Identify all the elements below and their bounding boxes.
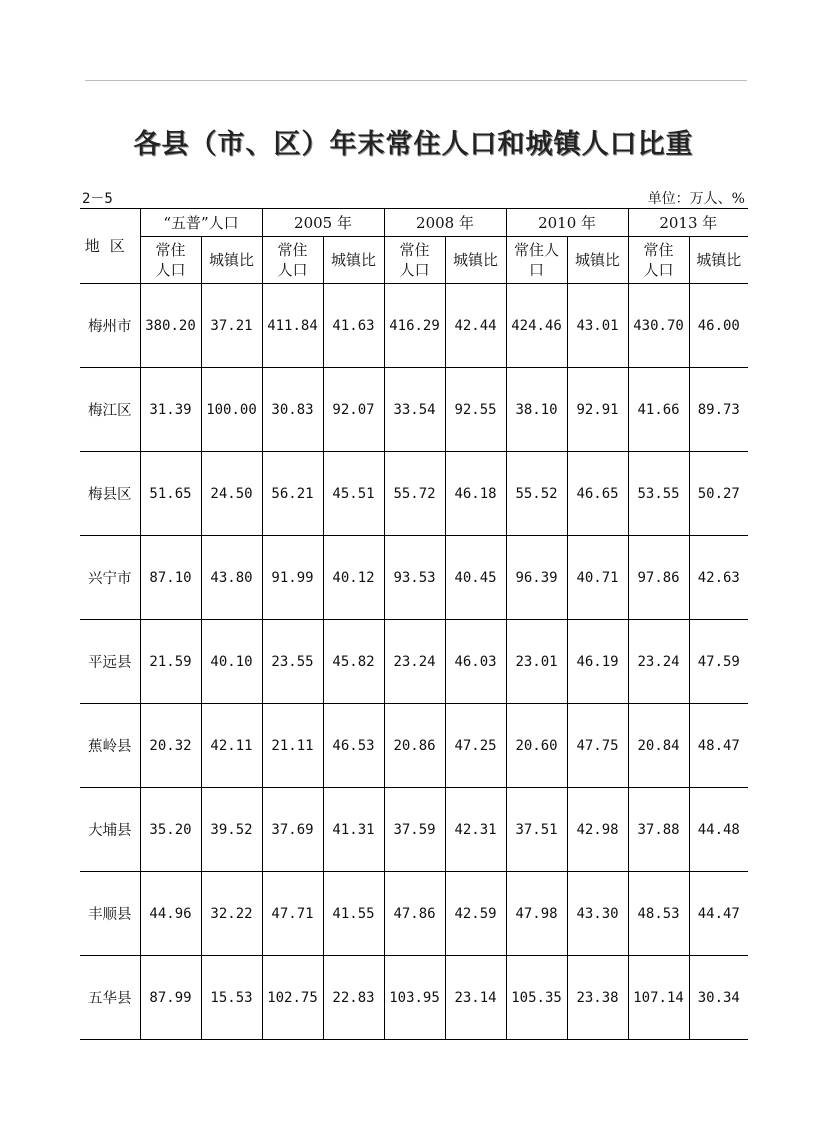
urban-ratio-cell: 92.91	[567, 368, 628, 452]
resident-population-cell: 21.59	[140, 620, 201, 704]
urban-ratio-cell: 50.27	[689, 452, 748, 536]
urban-ratio-cell: 32.22	[201, 872, 262, 956]
region-name: 兴宁市	[80, 536, 140, 620]
region-name: 梅州市	[80, 284, 140, 368]
urban-ratio-cell: 48.47	[689, 704, 748, 788]
urban-ratio-cell: 42.63	[689, 536, 748, 620]
urban-ratio-cell: 41.63	[323, 284, 384, 368]
urban-ratio-cell: 47.75	[567, 704, 628, 788]
table-row	[80, 704, 748, 788]
urban-ratio-cell: 40.45	[445, 536, 506, 620]
region-name: 梅江区	[80, 368, 140, 452]
region-name: 平远县	[80, 620, 140, 704]
urban-ratio-cell: 15.53	[201, 956, 262, 1040]
resident-population-cell: 37.88	[628, 788, 689, 872]
urban-ratio-cell: 45.51	[323, 452, 384, 536]
resident-population-cell: 87.99	[140, 956, 201, 1040]
resident-population-cell: 30.83	[262, 368, 323, 452]
resident-population-cell: 33.54	[384, 368, 445, 452]
table-row	[80, 368, 748, 452]
urban-ratio-cell: 39.52	[201, 788, 262, 872]
sub-header-resident: 常住人口	[140, 237, 201, 284]
page-title: 各县（市、区）年末常住人口和城镇人口比重	[133, 129, 694, 160]
resident-population-cell: 53.55	[628, 452, 689, 536]
resident-population-cell: 55.52	[506, 452, 567, 536]
unit-label: 单位：万人、%	[647, 191, 745, 207]
group-header-census: “五普”人口	[140, 209, 262, 237]
urban-ratio-cell: 46.19	[567, 620, 628, 704]
urban-ratio-cell: 46.53	[323, 704, 384, 788]
resident-population-cell: 41.66	[628, 368, 689, 452]
urban-ratio-cell: 92.55	[445, 368, 506, 452]
header-row-subcolumns	[80, 237, 748, 284]
group-header-2010: 2010 年	[506, 209, 628, 237]
region-name: 丰顺县	[80, 872, 140, 956]
population-table	[80, 208, 748, 1040]
resident-population-cell: 44.96	[140, 872, 201, 956]
urban-ratio-cell: 42.98	[567, 788, 628, 872]
resident-population-cell: 51.65	[140, 452, 201, 536]
resident-population-cell: 96.39	[506, 536, 567, 620]
resident-population-cell: 411.84	[262, 284, 323, 368]
region-header: 地区	[80, 209, 140, 284]
resident-population-cell: 103.95	[384, 956, 445, 1040]
urban-ratio-cell: 100.00	[201, 368, 262, 452]
resident-population-cell: 23.55	[262, 620, 323, 704]
resident-population-cell: 55.72	[384, 452, 445, 536]
urban-ratio-cell: 37.21	[201, 284, 262, 368]
resident-population-cell: 97.86	[628, 536, 689, 620]
urban-ratio-cell: 30.34	[689, 956, 748, 1040]
urban-ratio-cell: 22.83	[323, 956, 384, 1040]
urban-ratio-cell: 44.47	[689, 872, 748, 956]
urban-ratio-cell: 40.10	[201, 620, 262, 704]
table-row	[80, 956, 748, 1040]
table-row	[80, 620, 748, 704]
sub-header-resident: 常住人口	[262, 237, 323, 284]
group-header-2013: 2013 年	[628, 209, 748, 237]
table-row	[80, 788, 748, 872]
resident-population-cell: 21.11	[262, 704, 323, 788]
resident-population-cell: 20.86	[384, 704, 445, 788]
resident-population-cell: 105.35	[506, 956, 567, 1040]
urban-ratio-cell: 46.65	[567, 452, 628, 536]
urban-ratio-cell: 41.55	[323, 872, 384, 956]
resident-population-cell: 424.46	[506, 284, 567, 368]
resident-population-cell: 37.51	[506, 788, 567, 872]
table-row	[80, 284, 748, 368]
urban-ratio-cell: 23.38	[567, 956, 628, 1040]
urban-ratio-cell: 43.80	[201, 536, 262, 620]
table-code: 2－5	[82, 191, 113, 207]
resident-population-cell: 87.10	[140, 536, 201, 620]
sub-header-urban: 城镇比	[567, 237, 628, 284]
table-row	[80, 872, 748, 956]
urban-ratio-cell: 41.31	[323, 788, 384, 872]
urban-ratio-cell: 46.03	[445, 620, 506, 704]
resident-population-cell: 107.14	[628, 956, 689, 1040]
sub-header-resident: 常住人口	[384, 237, 445, 284]
urban-ratio-cell: 92.07	[323, 368, 384, 452]
resident-population-cell: 38.10	[506, 368, 567, 452]
urban-ratio-cell: 42.44	[445, 284, 506, 368]
region-name: 五华县	[80, 956, 140, 1040]
resident-population-cell: 37.69	[262, 788, 323, 872]
urban-ratio-cell: 45.82	[323, 620, 384, 704]
urban-ratio-cell: 43.30	[567, 872, 628, 956]
table-body	[80, 284, 748, 1040]
urban-ratio-cell: 40.12	[323, 536, 384, 620]
resident-population-cell: 91.99	[262, 536, 323, 620]
region-name: 大埔县	[80, 788, 140, 872]
table-row	[80, 452, 748, 536]
resident-population-cell: 20.60	[506, 704, 567, 788]
urban-ratio-cell: 44.48	[689, 788, 748, 872]
urban-ratio-cell: 47.59	[689, 620, 748, 704]
urban-ratio-cell: 46.18	[445, 452, 506, 536]
resident-population-cell: 37.59	[384, 788, 445, 872]
urban-ratio-cell: 43.01	[567, 284, 628, 368]
sub-header-resident: 常住人口	[506, 237, 567, 284]
resident-population-cell: 23.24	[628, 620, 689, 704]
sub-header-urban: 城镇比	[201, 237, 262, 284]
resident-population-cell: 93.53	[384, 536, 445, 620]
resident-population-cell: 23.24	[384, 620, 445, 704]
urban-ratio-cell: 23.14	[445, 956, 506, 1040]
urban-ratio-cell: 40.71	[567, 536, 628, 620]
resident-population-cell: 23.01	[506, 620, 567, 704]
top-rule	[85, 80, 747, 81]
urban-ratio-cell: 42.59	[445, 872, 506, 956]
sub-header-urban: 城镇比	[323, 237, 384, 284]
region-name: 蕉岭县	[80, 704, 140, 788]
resident-population-cell: 380.20	[140, 284, 201, 368]
group-header-2005: 2005 年	[262, 209, 384, 237]
urban-ratio-cell: 89.73	[689, 368, 748, 452]
sub-header-resident: 常住人口	[628, 237, 689, 284]
resident-population-cell: 430.70	[628, 284, 689, 368]
urban-ratio-cell: 42.31	[445, 788, 506, 872]
table-row	[80, 536, 748, 620]
group-header-2008: 2008 年	[384, 209, 506, 237]
resident-population-cell: 20.84	[628, 704, 689, 788]
urban-ratio-cell: 24.50	[201, 452, 262, 536]
resident-population-cell: 31.39	[140, 368, 201, 452]
resident-population-cell: 47.71	[262, 872, 323, 956]
resident-population-cell: 20.32	[140, 704, 201, 788]
resident-population-cell: 35.20	[140, 788, 201, 872]
header-row-years	[80, 209, 748, 237]
resident-population-cell: 102.75	[262, 956, 323, 1040]
resident-population-cell: 47.98	[506, 872, 567, 956]
resident-population-cell: 416.29	[384, 284, 445, 368]
region-name: 梅县区	[80, 452, 140, 536]
resident-population-cell: 47.86	[384, 872, 445, 956]
sub-header-urban: 城镇比	[689, 237, 748, 284]
urban-ratio-cell: 42.11	[201, 704, 262, 788]
resident-population-cell: 48.53	[628, 872, 689, 956]
sub-header-urban: 城镇比	[445, 237, 506, 284]
urban-ratio-cell: 47.25	[445, 704, 506, 788]
urban-ratio-cell: 46.00	[689, 284, 748, 368]
resident-population-cell: 56.21	[262, 452, 323, 536]
